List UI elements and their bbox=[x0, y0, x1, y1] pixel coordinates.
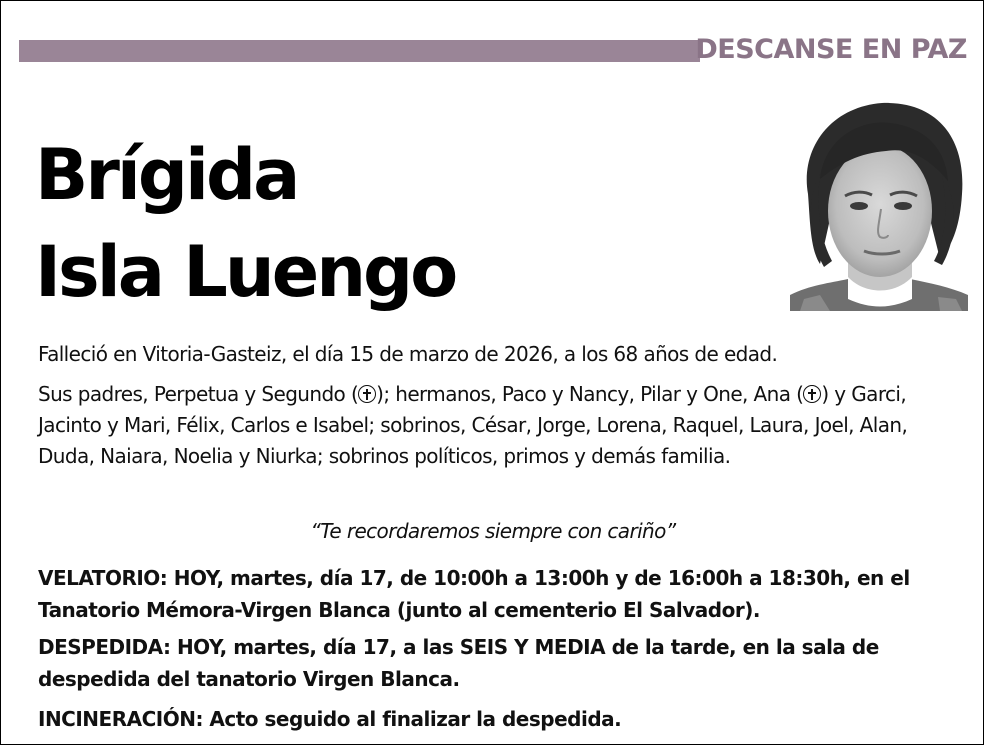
family-text-1: Sus padres, Perpetua y Segundo ( bbox=[38, 382, 359, 406]
section-label: DESCANSE EN PAZ bbox=[695, 34, 967, 65]
family-text-3: ) y Garci, Jacinto y Mari, Félix, Carlos e Isabel; sobrinos, César, Jorge, Lorena, Raquel, Laura, Joel, Alan, Duda, Naiara, Noelia y Niurka; sobrinos políticos, primos y demás familia. bbox=[38, 382, 908, 468]
family-text-2: ); hermanos, Paco y Nancy, Pilar y One, Ana ( bbox=[376, 382, 804, 406]
portrait-photo bbox=[790, 99, 968, 311]
deceased-surname: Isla Luengo bbox=[35, 231, 456, 313]
family-list bbox=[38, 379, 948, 472]
memorial-quote: “Te recordaremos siempre con cariño” bbox=[310, 519, 676, 543]
despedida-info: DESPEDIDA: HOY, martes, día 17, a las SEIS Y MEDIA de la tarde, en la sala de despedida del tanatorio Virgen Blanca. bbox=[38, 635, 879, 691]
circled-cross-icon bbox=[803, 385, 821, 403]
death-notice: Falleció en Vitoria-Gasteiz, el día 15 de marzo de 2026, a los 68 años de edad. bbox=[38, 342, 778, 366]
incineracion-info: INCINERACIÓN: Acto seguido al finalizar la despedida. bbox=[38, 707, 622, 731]
deceased-first-name: Brígida bbox=[35, 134, 298, 216]
circled-cross-icon bbox=[358, 385, 376, 403]
velatorio-info: VELATORIO: HOY, martes, día 17, de 10:00h a 13:00h y de 16:00h a 18:30h, en el Tanatorio Mémora-Virgen Blanca (junto al cementerio El Salvador). bbox=[38, 566, 910, 622]
header-bar bbox=[19, 40, 700, 62]
portrait-illustration bbox=[790, 99, 968, 311]
